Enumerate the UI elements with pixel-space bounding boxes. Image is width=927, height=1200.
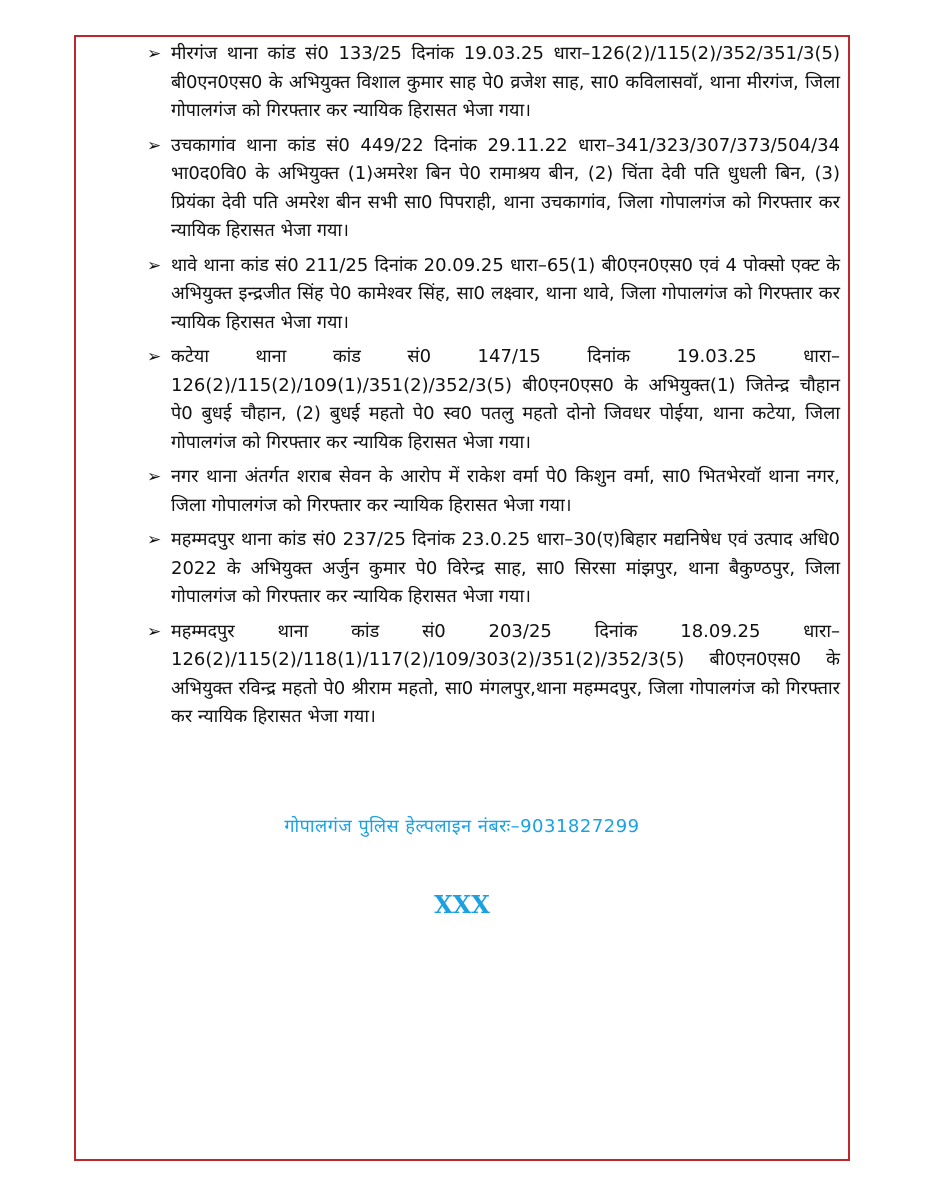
arrow-bullet-icon: ➢ [147, 255, 162, 276]
list-item [147, 526, 840, 612]
list-item [147, 252, 840, 338]
arrow-bullet-icon: ➢ [147, 347, 162, 367]
arrow-bullet-icon: ➢ [147, 621, 162, 642]
list-item [147, 618, 840, 732]
arrow-bullet-icon: ➢ [147, 530, 162, 550]
arrest-entries-list [147, 40, 840, 738]
arrow-bullet-icon: ➢ [147, 44, 162, 64]
list-item [147, 132, 840, 246]
entry-text: थावे थाना कांड सं0 211/25 दिनांक 20.09.25 धारा–65(1) बी0एन0एस0 एवं 4 पोक्सो एक्ट के अभियुक्त इन्द्रजीत सिंह पे0 कामेश्वर सिंह, सा0 लक्ष्वार, थाना थावे, जिला गोपालगंज को गिरफ्तार कर न्यायिक हिरासत भेजा गया। [171, 254, 840, 333]
list-item [147, 343, 840, 457]
arrow-bullet-icon: ➢ [147, 467, 162, 487]
closing-mark: XXX [434, 890, 490, 919]
list-item [147, 40, 840, 126]
entry-text: नगर थाना अंतर्गत शराब सेवन के आरोप में राकेश वर्मा पे0 किशुन वर्मा, सा0 भितभेरवॉ थाना नगर, जिला गोपालगंज को गिरफ्तार कर न्यायिक हिरासत भेजा गया। [171, 466, 840, 516]
entry-text: महम्मदपुर थाना कांड सं0 237/25 दिनांक 23.0.25 धारा–30(ए)बिहार मद्यनिषेध एवं उत्पाद अधि0 2022 के अभियुक्त अर्जुन कुमार पे0 विरेन्द्र साह, सा0 सिरसा मांझपुर, थाना बैकुण्ठपुर, जिला गोपालगंज को गिरफ्तार कर न्यायिक हिरासत भेजा गया। [171, 529, 840, 607]
list-item [147, 463, 840, 520]
entry-text: महम्मदपुर थाना कांड सं0 203/25 दिनांक 18.09.25 धारा–126(2)/115(2)/118(1)/117(2)/109/303(2)/351(2)/352/3(5) बी0एन0एस0 के अभियुक्त रविन्द्र महतो पे0 श्रीराम महतो, सा0 मंगलपुर,थाना महम्मदपुर, जिला गोपालगंज को गिरफ्तार कर न्यायिक हिरासत भेजा गया। [171, 620, 840, 727]
entry-text: उचकागांव थाना कांड सं0 449/22 दिनांक 29.11.22 धारा–341/323/307/373/504/34 भा0द0वि0 के अभियुक्त (1)अमरेश बिन पे0 रामाश्रय बीन, (2) चिंता देवी पति धुधली बिन, (3) प्रियंका देवी पति अमरेश बीन सभी सा0 पिपराही, थाना उचकागांव, जिला गोपालगंज को गिरफ्तार कर न्यायिक हिरासत भेजा गया। [171, 134, 840, 241]
arrow-bullet-icon: ➢ [147, 135, 162, 156]
entry-text: कटेया थाना कांड सं0 147/15 दिनांक 19.03.25 धारा–126(2)/115(2)/109(1)/351(2)/352/3(5) बी0एन0एस0 के अभियुक्त(1) जितेन्द्र चौहान पे0 बुधई चौहान, (2) बुधई महतो पे0 स्व0 पतलु महतो दोनो जिवधर पोईया, थाना कटेया, जिला गोपालगंज को गिरफ्तार कर न्यायिक हिरासत भेजा गया। [171, 346, 840, 453]
helpline-number: गोपालगंज पुलिस हेल्पलाइन नंबरः–9031827299 [284, 816, 640, 837]
entry-text: मीरगंज थाना कांड सं0 133/25 दिनांक 19.03.25 धारा–126(2)/115(2)/352/351/3(5) बी0एन0एस0 के अभियुक्त विशाल कुमार साह पे0 व्रजेश साह, सा0 कविलासवॉ, थाना मीरगंज, जिला गोपालगंज को गिरफ्तार कर न्यायिक हिरासत भेजा गया। [171, 43, 840, 121]
